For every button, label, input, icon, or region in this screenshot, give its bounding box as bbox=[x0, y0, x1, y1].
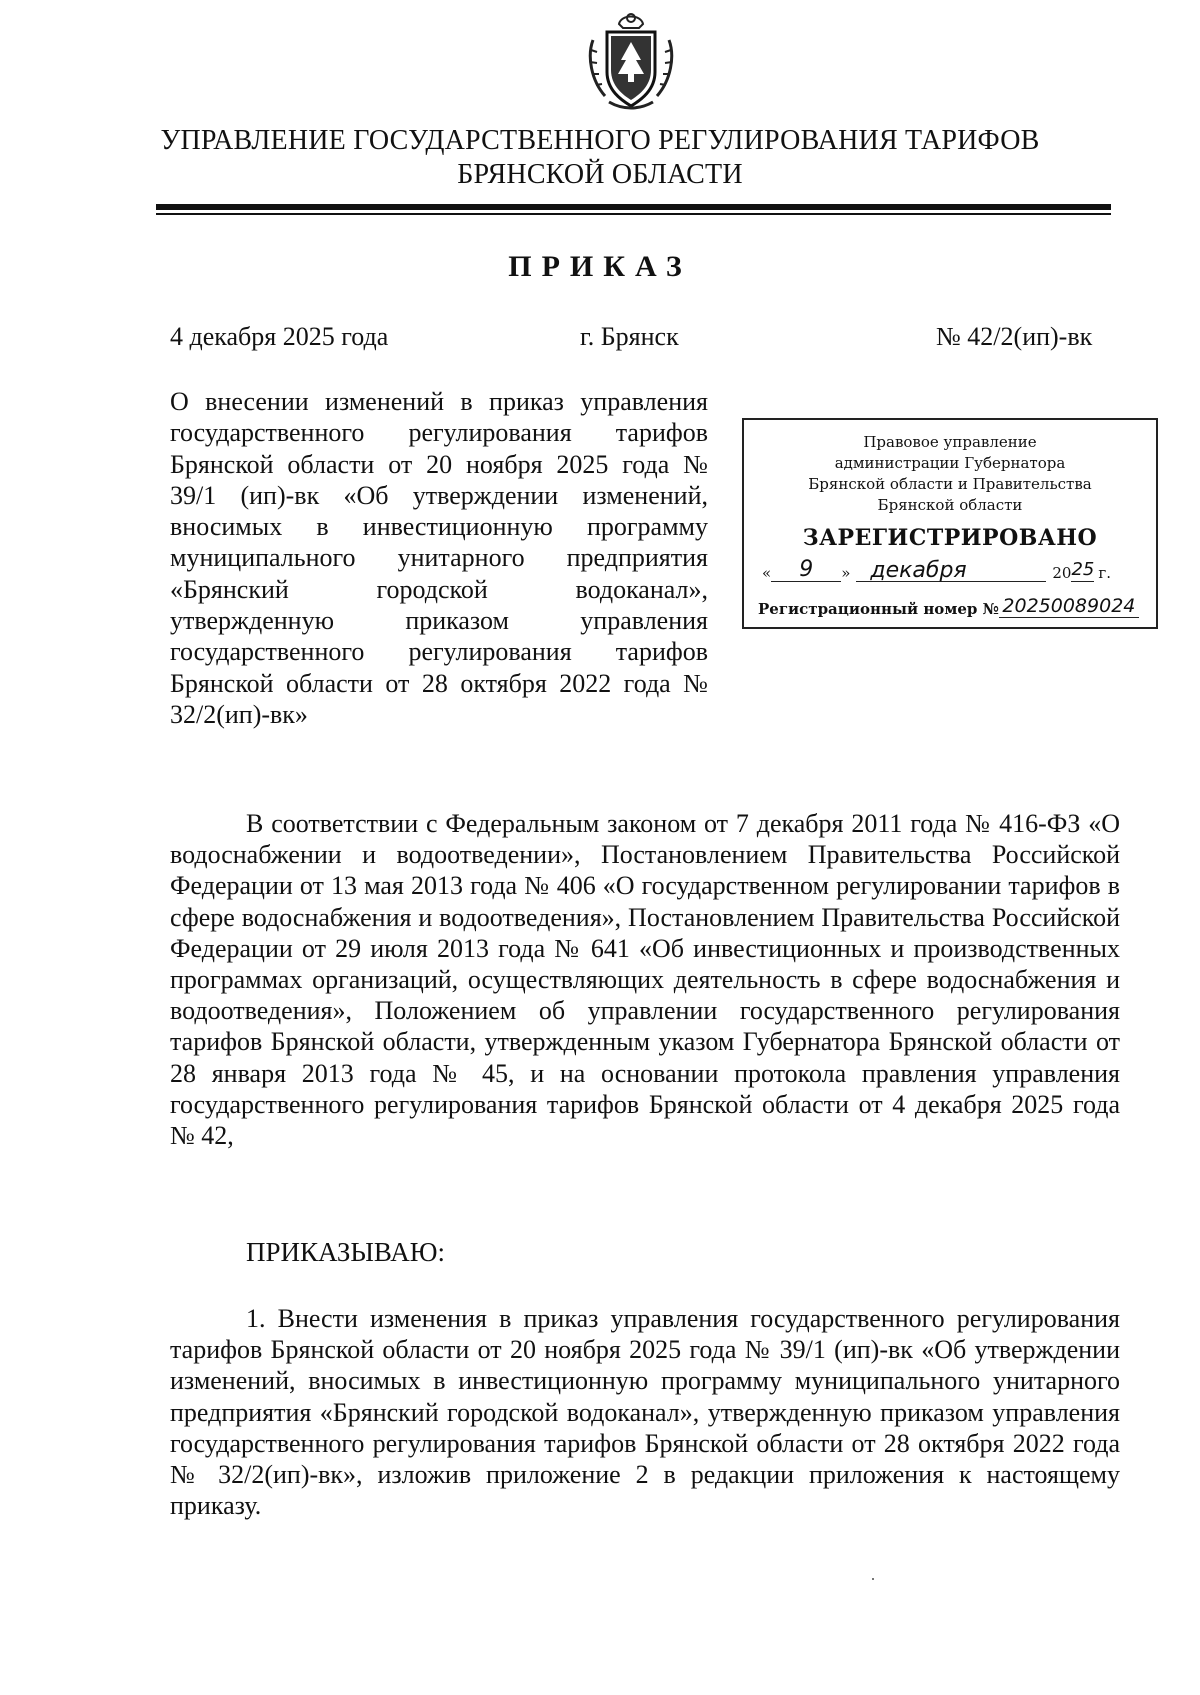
coat-of-arms-icon bbox=[583, 10, 679, 114]
stamp-registration-label: Регистрационный номер № bbox=[758, 600, 999, 618]
stamp-line-1: Правовое управление bbox=[863, 433, 1037, 451]
stamp-month-handwritten: декабря bbox=[870, 558, 967, 583]
stamp-line-3: Брянской области и Правительства bbox=[808, 475, 1092, 493]
scan-speck bbox=[872, 1578, 874, 1580]
stamp-quote-open: « bbox=[762, 564, 772, 582]
stamp-line-2: администрации Губернатора bbox=[834, 454, 1066, 472]
stamp-year-handwritten: 25 bbox=[1071, 559, 1095, 580]
organization-name-line2: БРЯНСКОЙ ОБЛАСТИ bbox=[457, 159, 743, 190]
order-city: г. Брянск bbox=[580, 322, 679, 351]
stamp-year-prefix: 20 bbox=[1052, 564, 1072, 582]
order-command: ПРИКАЗЫВАЮ: bbox=[246, 1237, 445, 1267]
header-divider-thick bbox=[156, 204, 1111, 210]
document-type-title: ПРИКАЗ bbox=[508, 250, 692, 283]
stamp-registration-number: 20250089024 bbox=[1002, 595, 1136, 617]
order-item-1: 1. Внести изменения в приказ управления государственного регулирования тарифов Брянской области от 20 ноября 2025 года № 39/1 (ип)-вк «Об утверждении изменений, вносимых в инвестиционную программу муниципального унитарного предприятия «Брянский городской водоканал», утвержденную приказом управления государственного регулирования тарифов Брянской области от 28 октября 2022 года № 32/2(ип)-вк», изложив приложение 2 в редакции приложения к настоящему приказу. bbox=[170, 1304, 1120, 1521]
stamp-date-row bbox=[762, 556, 1146, 582]
order-number: № 42/2(ип)-вк bbox=[936, 322, 1093, 351]
stamp-line-4: Брянской области bbox=[877, 496, 1023, 514]
organization-name-line1: УПРАВЛЕНИЕ ГОСУДАРСТВЕННОГО РЕГУЛИРОВАНИЯ ТАРИФОВ bbox=[160, 125, 1040, 156]
preamble-paragraph: В соответствии с Федеральным законом от 7 декабря 2011 года № 416-ФЗ «О водоснабжении и водоотведении», Постановлением Правительства Российской Федерации от 13 мая 2013 года № 406 «О государственном регулировании тарифов в сфере водоснабжения и водоотведения», Постановлением Правительства Российской Федерации от 29 июля 2013 года № 641 «Об инвестиционных и производственных программах организаций, осуществляющих деятельность в сфере водоснабжения и водоотведения», Положением об управлении государственного регулирования тарифов Брянской области, утвержденным указом Губернатора Брянской области от 28 января 2013 года № 45, и на основании протокола правления управления государственного регулирования тарифов Брянской области от 4 декабря 2025 года № 42, bbox=[170, 809, 1120, 1151]
order-date: 4 декабря 2025 года bbox=[170, 322, 389, 351]
stamp-year-unit: г. bbox=[1098, 564, 1112, 582]
stamp-day-handwritten: 9 bbox=[799, 557, 814, 582]
registration-stamp bbox=[742, 418, 1158, 629]
stamp-registration-row bbox=[758, 592, 1146, 618]
order-subject: О внесении изменений в приказ управления государственного регулирования тарифов Брянской области от 20 ноября 2025 года № 39/1 (ип)-вк «Об утверждении изменений, вносимых в инвестиционную программу муниципального унитарного предприятия «Брянский городской водоканал», утвержденную приказом управления государственного регулирования тарифов Брянской области от 28 октября 2022 года № 32/2(ип)-вк» bbox=[170, 387, 708, 729]
stamp-quote-close: » bbox=[841, 564, 851, 582]
stamp-registered-label: ЗАРЕГИСТРИРОВАНО bbox=[802, 525, 1098, 551]
header-divider-thin bbox=[156, 213, 1111, 215]
